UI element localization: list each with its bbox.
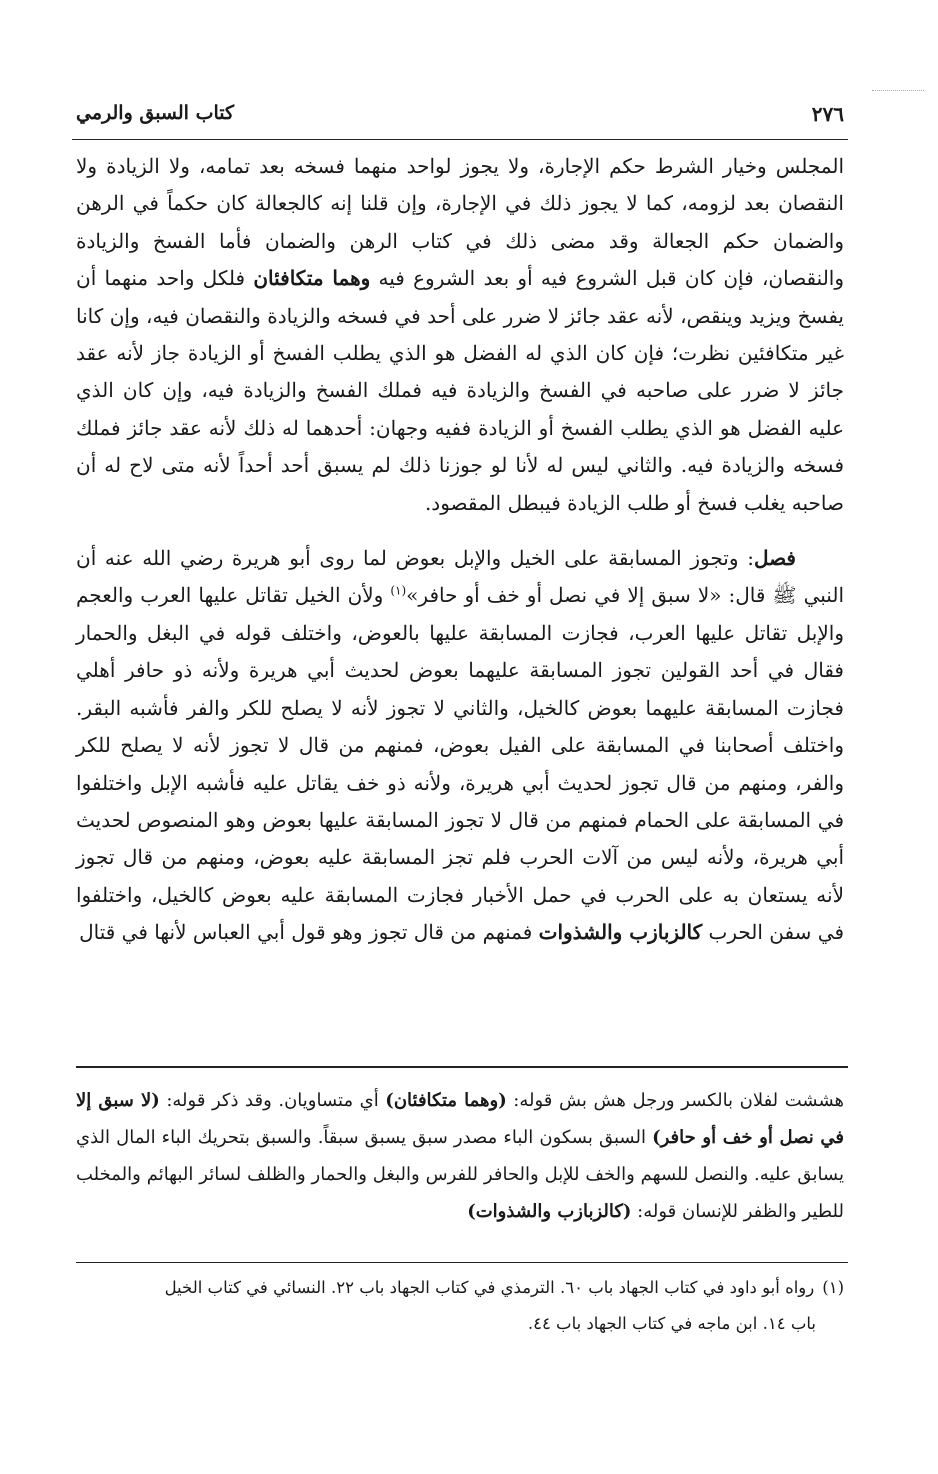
page-number: ٢٧٦	[811, 102, 844, 126]
footnote-reference[interactable]: (١)	[390, 583, 407, 598]
text-run: فلكل واحد منهما أن يفسخ ويزيد وينقص، لأنه عقد جائز لا ضرر على أحد في فسخه والزيادة والنقصان فيه، وإن كانا غير متكافئين نظرت؛ فإن كان الذي له الفضل هو الذي يطلب الفسخ أو الزيادة جاز لأنه عقد جائز لا ضرر على صاحبه في الفسخ والزيادة فيه فملك الفسخ والزيادة فيه، وإن كان الذي عليه الفضل هو الذي يطلب الفسخ أو الزيادة ففيه وجهان: أحدهما له ذلك لأنه عقد جائز فملك فسخه والزيادة فيه. والثاني ليس له لأنا لو جوزنا ذلك لم يسبق أحد أحداً لأنه متى لاح له أن صاحبه يغلب فسخ أو طلب الزيادة فيبطل المقصود.	[76, 266, 845, 515]
bold-term: (كالزبازب والشذوات)	[467, 1201, 632, 1222]
commentary-rule	[76, 1066, 848, 1068]
footnote-line-1: رواه أبو داود في كتاب الجهاد باب ٦٠. الترمذي في كتاب الجهاد باب ٢٢. النسائي في كتاب الخيل	[164, 1278, 815, 1297]
bold-term: (وهما متكافئان)	[385, 1090, 507, 1111]
footnote-rule	[76, 1262, 848, 1263]
bold-term: (لا سبق إلا في نصل أو خف أو حافر)	[76, 1090, 844, 1148]
text-run: : وتجوز المسابقة على الخيل والإبل بعوض لما روى أبو هريرة رضي الله عنه أن النبي ﷺ قال: «لا سبق إلا في نصل أو خف أو حافر»	[76, 546, 844, 608]
footnote-marker: (١)	[822, 1278, 844, 1297]
page-header	[76, 96, 844, 136]
bold-term: وهما متكافئان	[253, 266, 371, 291]
footnote	[76, 1270, 844, 1342]
text-run: هششت لفلان بالكسر ورجل هش بش قوله:	[506, 1090, 845, 1111]
paragraph-2	[76, 540, 844, 951]
text-run: أي متساويان. وقد ذكر قوله:	[159, 1090, 386, 1111]
commentary-section	[76, 1082, 844, 1230]
bold-term: كالزبازب والشذوات	[538, 920, 703, 945]
scan-corner-mark	[872, 90, 924, 91]
main-text	[76, 148, 844, 952]
text-run: السبق بسكون الباء مصدر سبق يسبق سبقاً. والسبق بتحريك الباء المال الذي يسابق عليه. والنصل للسهم والخف للإبل والحافر للفرس والبغل والحمار والظلف لسائر البهائم والمخلب للطير والظفر للإنسان قوله:	[76, 1127, 844, 1222]
header-rule	[72, 139, 848, 140]
section-heading-fasl: فصل	[753, 546, 796, 571]
text-run: فمنهم من قال تجوز وهو قول أبي العباس لأنها في قتال	[79, 920, 539, 945]
paragraph-1	[76, 148, 844, 522]
text-run: المجلس وخيار الشرط حكم الإجارة، ولا يجوز لواحد منهما فسخه بعد تمامه، ولا الزيادة ولا النقصان بعد لزومه، كما لا يجوز ذلك في الإجارة، وإن قلنا إنه كالجعالة كان حكماً في الرهن والضمان حكم الجعالة وقد مضى ذلك في كتاب الرهن والضمان فأما الفسخ والزيادة والنقصان، فإن كان قبل الشروع فيه أو بعد الشروع فيه	[76, 154, 844, 291]
running-title: كتاب السبق والرمي	[76, 102, 235, 124]
footnote-line-2: باب ١٤. ابن ماجه في كتاب الجهاد باب ٤٤.	[527, 1314, 816, 1333]
text-run: ولأن الخيل تقاتل عليها العرب والعجم والإبل تقاتل عليها العرب، فجازت المسابقة عليها بالعوض، واختلف قوله في البغل والحمار فقال في أحد القولين تجوز المسابقة عليهما بعوض لحديث أبي هريرة ولأنه ذو حافر أهلي فجازت المسابقة عليهما بعوض كالخيل، والثاني لا تجوز لأنه لا يصلح للكر والفر فأشبه البقر. واختلف أصحابنا في المسابقة على الفيل بعوض، فمنهم من قال لا تجوز لأنه لا يصلح للكر والفر، ومنهم من قال تجوز لحديث أبي هريرة، ولأنه ذو خف يقاتل عليه فأشبه الإبل واختلفوا في المسابقة على الحمام فمنهم من قال لا تجوز المسابقة عليها بعوض وهو المنصوص لحديث أبي هريرة، ولأنه ليس من آلات الحرب فلم تجز المسابقة عليه بعوض، ومنهم من قال تجوز لأنه يستعان به على الحرب في حمل الأخبار فجازت المسابقة عليه بعوض كالخيل، واختلفوا في سفن الحرب	[76, 583, 844, 945]
